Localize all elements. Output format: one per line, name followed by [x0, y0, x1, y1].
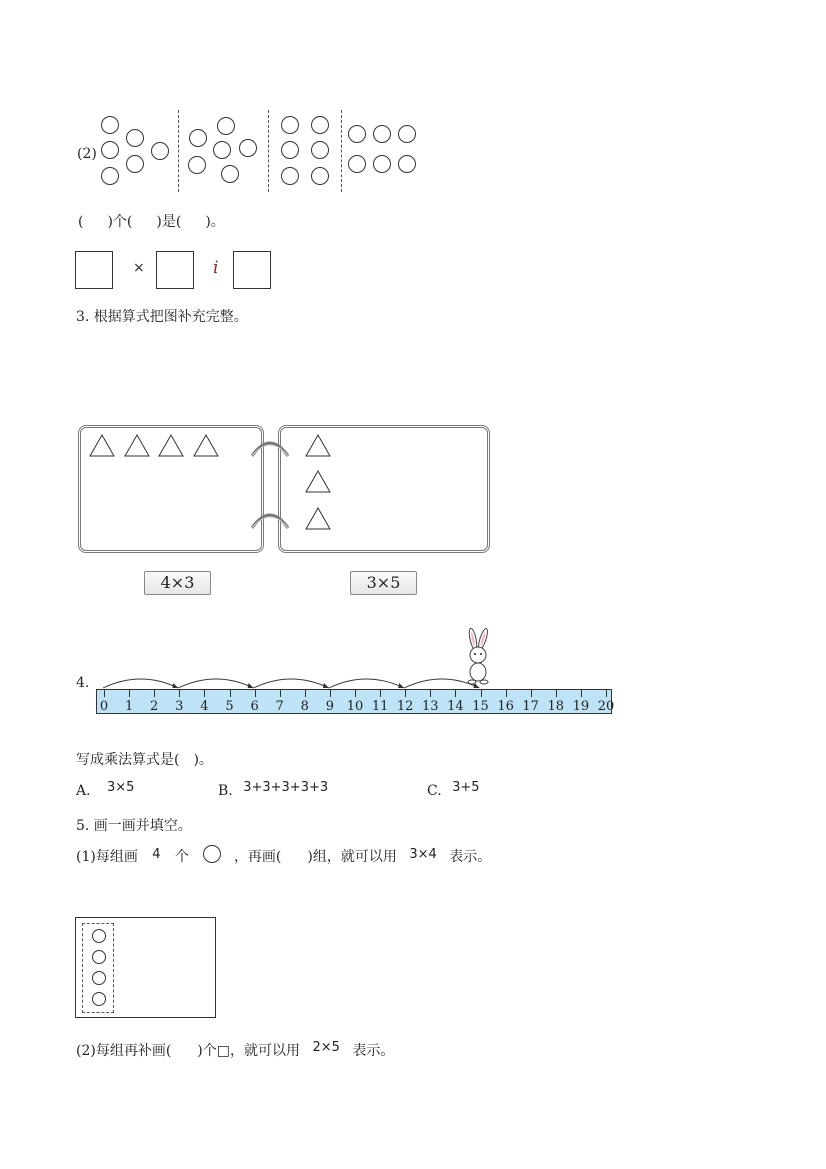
left-triangles [88, 432, 228, 460]
ruler-number: 20 [597, 699, 615, 714]
sentence-part: )。 [205, 214, 225, 230]
ruler-number: 14 [447, 699, 464, 714]
ruler-tick [104, 690, 105, 697]
option-text: 3+3+3+3+3 [243, 780, 329, 795]
ruler-tick [204, 690, 205, 697]
ruler-tick [380, 690, 381, 697]
ruler-tick [481, 690, 482, 697]
question-title: 5. 画一画并填空。 [76, 818, 192, 834]
times-sign: × [133, 260, 145, 276]
arrow-head [323, 683, 329, 688]
text-part: 表示。 [352, 1043, 395, 1059]
circle-icon [348, 155, 366, 173]
ruler-tick [129, 690, 130, 697]
ruler-tick [405, 690, 406, 697]
arrow-head [248, 683, 254, 688]
triangle-icon [306, 435, 330, 456]
binder-rings [248, 430, 294, 530]
option-text: 3+5 [452, 780, 480, 795]
sentence-part: )个( [107, 214, 133, 230]
circle-icon [92, 971, 106, 985]
circle-icon [101, 116, 119, 134]
circle-icon [281, 141, 299, 159]
ruler-number: 3 [175, 699, 184, 714]
right-triangles [304, 432, 334, 532]
blank-sentence [78, 211, 225, 231]
option-a[interactable] [76, 780, 135, 799]
divider [341, 110, 342, 192]
circle-icon [311, 167, 329, 185]
equals-glyph: i [213, 258, 219, 278]
arrow-head [398, 683, 404, 688]
ruler-tick [606, 690, 607, 697]
left-formula: 4×3 [144, 571, 211, 595]
ruler-number: 0 [99, 699, 109, 714]
drawing-box[interactable] [75, 917, 216, 1018]
arrow-head [474, 683, 480, 688]
ruler-tick [556, 690, 557, 697]
jump-arc [178, 679, 253, 688]
circle-icon [398, 125, 416, 143]
ruler-tick [179, 690, 180, 697]
ruler-number: 9 [325, 699, 335, 714]
ruler-number: 18 [547, 699, 565, 714]
text-part: (1)每组画 [76, 849, 138, 865]
circle-icon [188, 156, 206, 174]
circle-icon [311, 141, 329, 159]
ruler-number: 8 [300, 699, 309, 714]
circle-icon [126, 155, 144, 173]
jump-arc [329, 679, 404, 688]
option-letter: C. [427, 783, 442, 799]
circle-icon [348, 125, 366, 143]
circle-icon [189, 129, 207, 147]
circle-icon [398, 155, 416, 173]
ruler-tick [531, 690, 532, 697]
answer-box[interactable] [156, 251, 194, 289]
ruler-number: 7 [275, 699, 284, 714]
jump-arc [254, 679, 329, 688]
answer-box[interactable] [233, 251, 271, 289]
question-title: 3. 根据算式把图补充完整。 [76, 309, 248, 325]
option-b[interactable] [218, 780, 329, 799]
triangle-icon [306, 471, 330, 492]
circle-icon [281, 116, 299, 134]
ruler-number: 16 [497, 699, 514, 714]
ruler-number: 19 [572, 699, 590, 714]
ruler-number: 12 [396, 699, 414, 714]
ruler-tick [154, 690, 155, 697]
text-part: )个□，就可以用 [197, 1043, 300, 1059]
option-c[interactable] [427, 780, 480, 799]
option-text: 3×5 [107, 780, 135, 795]
circle-icon [101, 141, 119, 159]
ruler-tick [255, 690, 256, 697]
circle-icon [151, 142, 169, 160]
triangle-icon [159, 435, 183, 456]
ruler-tick [430, 690, 431, 697]
ruler-tick [455, 690, 456, 697]
divider [178, 110, 179, 192]
jump-arc [103, 679, 178, 688]
text-part: 表示。 [449, 849, 492, 865]
circle-icon [221, 165, 239, 183]
triangle-icon [194, 435, 218, 456]
circle-icon [101, 167, 119, 185]
circle-icon [203, 845, 221, 863]
circle-icon [239, 139, 257, 157]
part2-line [76, 1040, 394, 1060]
triangle-icon [90, 435, 114, 456]
circle-icon [373, 155, 391, 173]
arrow-head [172, 683, 178, 688]
circle-icon [92, 992, 106, 1006]
ruler-number: 17 [522, 699, 539, 714]
ruler-number: 6 [250, 699, 259, 714]
text-part: (2)每组再补画( [76, 1043, 172, 1059]
divider [268, 110, 269, 192]
jump-arc [404, 679, 479, 688]
sentence-part: ( [78, 214, 84, 230]
option-letter: B. [218, 783, 233, 799]
ruler-number: 13 [422, 699, 439, 714]
question-label: 4. [76, 675, 90, 691]
circle-icon [281, 167, 299, 185]
circle-icon [126, 129, 144, 147]
ruler-number: 1 [124, 699, 134, 714]
ruler-tick [581, 690, 582, 697]
ruler-number: 5 [225, 699, 234, 714]
ruler-number: 10 [346, 699, 364, 714]
part-label: (2) [77, 146, 97, 162]
circle-icon [92, 929, 106, 943]
circle-icon [311, 116, 329, 134]
circle-icon [92, 950, 106, 964]
expression: 3×4 [409, 847, 437, 862]
triangle-icon [125, 435, 149, 456]
right-formula: 3×5 [350, 571, 417, 595]
option-letter: A. [76, 783, 91, 799]
sentence-part: )是( [156, 214, 182, 230]
number-value: 4 [152, 847, 161, 862]
circle-icon [373, 125, 391, 143]
number-ruler [96, 689, 615, 714]
circle-icon [213, 141, 231, 159]
ruler-tick [330, 690, 331, 697]
ruler-tick [230, 690, 231, 697]
ruler-tick [305, 690, 306, 697]
expression: 2×5 [312, 1040, 340, 1055]
ruler-number: 15 [472, 699, 489, 714]
ruler-number: 4 [200, 699, 209, 714]
part1-line [76, 845, 491, 866]
circle-icon [217, 117, 235, 135]
text-part: 个 [175, 849, 190, 865]
ruler-tick [280, 690, 281, 697]
ruler-tick [506, 690, 507, 697]
text-part: ，再画( [233, 849, 282, 865]
answer-box[interactable] [75, 251, 113, 289]
triangle-icon [306, 508, 330, 529]
ruler-number: 2 [150, 699, 159, 714]
text-part: )组，就可以用 [307, 849, 397, 865]
ruler-tick [355, 690, 356, 697]
ruler-number: 11 [371, 699, 389, 714]
question-text: 写成乘法算式是( )。 [76, 752, 213, 768]
